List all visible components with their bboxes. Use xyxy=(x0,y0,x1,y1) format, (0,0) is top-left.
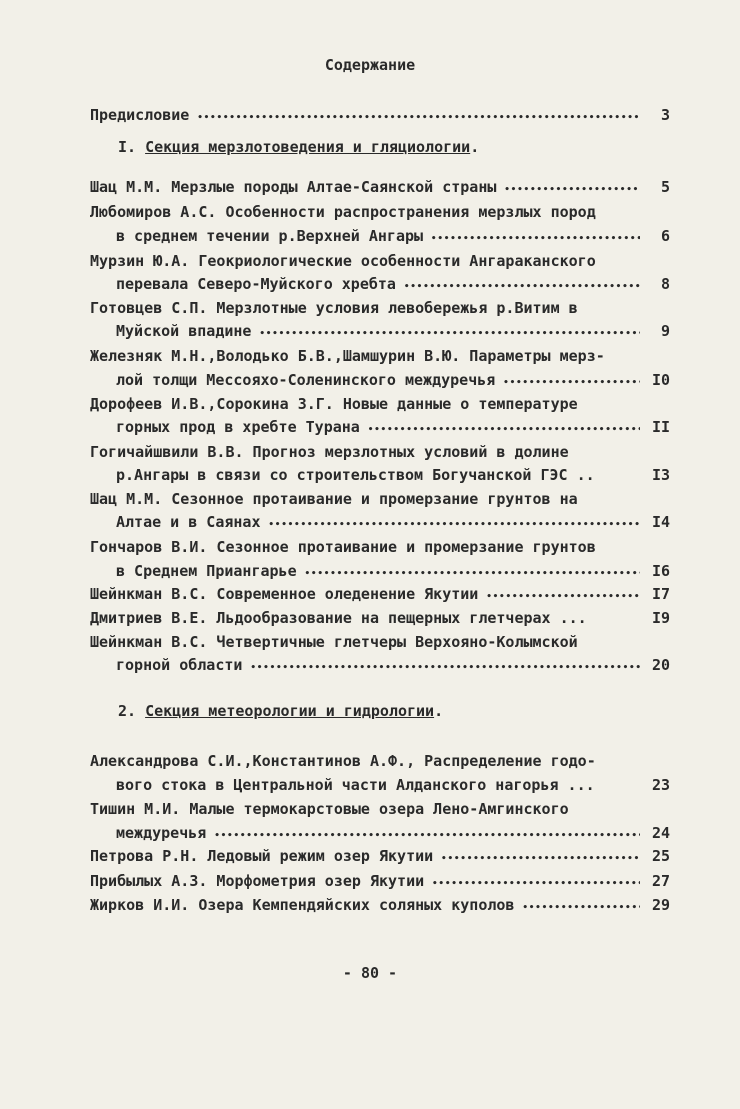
section-number: 2. xyxy=(118,702,137,720)
toc-entry-text: в Среднем Приангарье xyxy=(116,562,297,580)
toc-page-number: 8 xyxy=(660,275,670,293)
toc-entry-line2[interactable] xyxy=(116,320,670,342)
leader-dots xyxy=(197,104,640,129)
toc-page-number: 3 xyxy=(660,106,670,124)
toc-page-number: I7 xyxy=(651,585,670,603)
toc-entry-line1[interactable]: Железняк М.Н.,Володько Б.В.,Шамшурин В.Ю. Параметры мерз- xyxy=(90,347,605,365)
toc-entry-line1[interactable]: Дорофеев И.В.,Сорокина З.Г. Новые данные о температуре xyxy=(90,395,578,413)
toc-page-number: 6 xyxy=(660,227,670,245)
toc-entry-line1[interactable]: Гончаров В.И. Сезонное протаивание и промерзание грунтов xyxy=(90,538,596,556)
leader-dots xyxy=(486,583,640,608)
toc-entry-text: горной области xyxy=(116,656,243,674)
leader-dots xyxy=(432,870,640,895)
section-heading-1 xyxy=(118,138,479,156)
toc-entry-line2[interactable] xyxy=(116,774,670,796)
toc-entry-line2[interactable] xyxy=(116,560,670,582)
toc-page-number: II xyxy=(651,418,670,436)
section-title-end: . xyxy=(434,702,444,720)
toc-entry-text: вого стока в Центральной части Алданского нагорья ... xyxy=(116,776,595,794)
page-title: Содержание xyxy=(324,56,416,74)
toc-page-number: 25 xyxy=(651,847,670,865)
toc-page-number: 24 xyxy=(651,824,670,842)
toc-entry-text: в среднем течении р.Верхней Ангары xyxy=(116,227,424,245)
toc-entry-line1[interactable]: Мурзин Ю.А. Геокриологические особенности Ангараканского xyxy=(90,252,596,270)
toc-entry-line1[interactable]: Шейнкман В.С. Четвертичные глетчеры Верхояно-Колымской xyxy=(90,633,578,651)
toc-entry-text: Шейнкман В.С. Современное оледенение Якутии xyxy=(90,585,479,603)
leader-dots xyxy=(431,225,640,250)
toc-entry[interactable] xyxy=(90,845,670,867)
toc-page-number: 27 xyxy=(651,872,670,890)
toc-entry-line2[interactable] xyxy=(116,225,670,247)
toc-entry-text: Алтае и в Саянах xyxy=(116,513,261,531)
toc-entry-line1[interactable]: Тишин М.И. Малые термокарстовые озера Лено-Амгинского xyxy=(90,800,569,818)
leader-dots xyxy=(504,176,640,201)
leader-dots xyxy=(305,560,640,585)
toc-page-number: 20 xyxy=(651,656,670,674)
leader-dots xyxy=(441,845,640,870)
section-title: Секция мерзлотоведения и гляциологии xyxy=(145,138,471,156)
section-title: Секция метеорологии и гидрологии xyxy=(145,702,435,720)
toc-entry-text: Петрова Р.Н. Ледовый режим озер Якутии xyxy=(90,847,434,865)
section-title-end: . xyxy=(470,138,480,156)
toc-page-number: 29 xyxy=(651,896,670,914)
toc-page-number: I9 xyxy=(651,609,670,627)
toc-page-number: I6 xyxy=(651,562,670,580)
toc-entry-line2[interactable] xyxy=(116,511,670,533)
toc-entry[interactable] xyxy=(90,176,670,198)
toc-entry[interactable] xyxy=(90,894,670,916)
page-footer-number: - 80 - xyxy=(342,964,398,982)
toc-entry[interactable] xyxy=(90,583,670,605)
toc-entry-text: Дмитриев В.Е. Льдообразование на пещерных глетчерах ... xyxy=(90,609,587,627)
toc-entry-line2[interactable] xyxy=(116,822,670,844)
toc-entry-line2[interactable] xyxy=(116,369,670,391)
toc-entry-text: Муйской впадине xyxy=(116,322,252,340)
toc-entry-line2[interactable] xyxy=(116,273,670,295)
leader-dots xyxy=(214,822,640,847)
leader-dots xyxy=(522,894,640,919)
toc-entry[interactable] xyxy=(90,607,670,629)
leader-dots xyxy=(404,273,640,298)
toc-page-number: I0 xyxy=(651,371,670,389)
toc-entry-line1[interactable]: Александрова С.И.,Константинов А.Ф., Распределение годо- xyxy=(90,752,596,770)
toc-page-number: I3 xyxy=(651,466,670,484)
toc-entry-line2[interactable] xyxy=(116,654,670,676)
toc-entry-line1[interactable]: Гогичайшвили В.В. Прогноз мерзлотных условий в долине xyxy=(90,443,569,461)
toc-entry-text: горных прод в хребте Турана xyxy=(116,418,360,436)
leader-dots xyxy=(503,369,640,394)
leader-dots xyxy=(368,416,640,441)
toc-entry-line1[interactable]: Готовцев С.П. Мерзлотные условия левобережья р.Витим в xyxy=(90,299,578,317)
toc-entry-text: Шац М.М. Мерзлые породы Алтае-Саянской страны xyxy=(90,178,497,196)
toc-entry-line1[interactable]: Любомиров А.С. Особенности распространения мерзлых пород xyxy=(90,203,596,221)
toc-entry-text: Предисловие xyxy=(90,106,190,124)
toc-page-number: 9 xyxy=(660,322,670,340)
toc-entry-text: перевала Северо-Муйского хребта xyxy=(116,275,396,293)
leader-dots xyxy=(259,320,640,345)
leader-dots xyxy=(269,511,641,536)
toc-entry-text: Жирков И.И. Озера Кемпендяйских соляных куполов xyxy=(90,896,515,914)
toc-page-number: 23 xyxy=(651,776,670,794)
section-number: I. xyxy=(118,138,137,156)
toc-entry-text: Прибылых А.З. Морфометрия озер Якутии xyxy=(90,872,425,890)
toc-entry[interactable] xyxy=(90,870,670,892)
toc-page-number: 5 xyxy=(660,178,670,196)
toc-entry-line1[interactable]: Шац М.М. Сезонное протаивание и промерзание грунтов на xyxy=(90,490,578,508)
toc-entry-text: р.Ангары в связи со строительством Богучанской ГЭС .. xyxy=(116,466,595,484)
leader-dots xyxy=(250,654,640,679)
toc-entry-text: лой толщи Мессояхо-Соленинского междуречья xyxy=(116,371,496,389)
toc-entry-preface[interactable] xyxy=(90,104,670,126)
toc-entry-line2[interactable] xyxy=(116,416,670,438)
toc-entry-line2[interactable] xyxy=(116,464,670,486)
toc-page-number: I4 xyxy=(651,513,670,531)
section-heading-2 xyxy=(118,702,443,720)
toc-entry-text: междуречья xyxy=(116,824,207,842)
